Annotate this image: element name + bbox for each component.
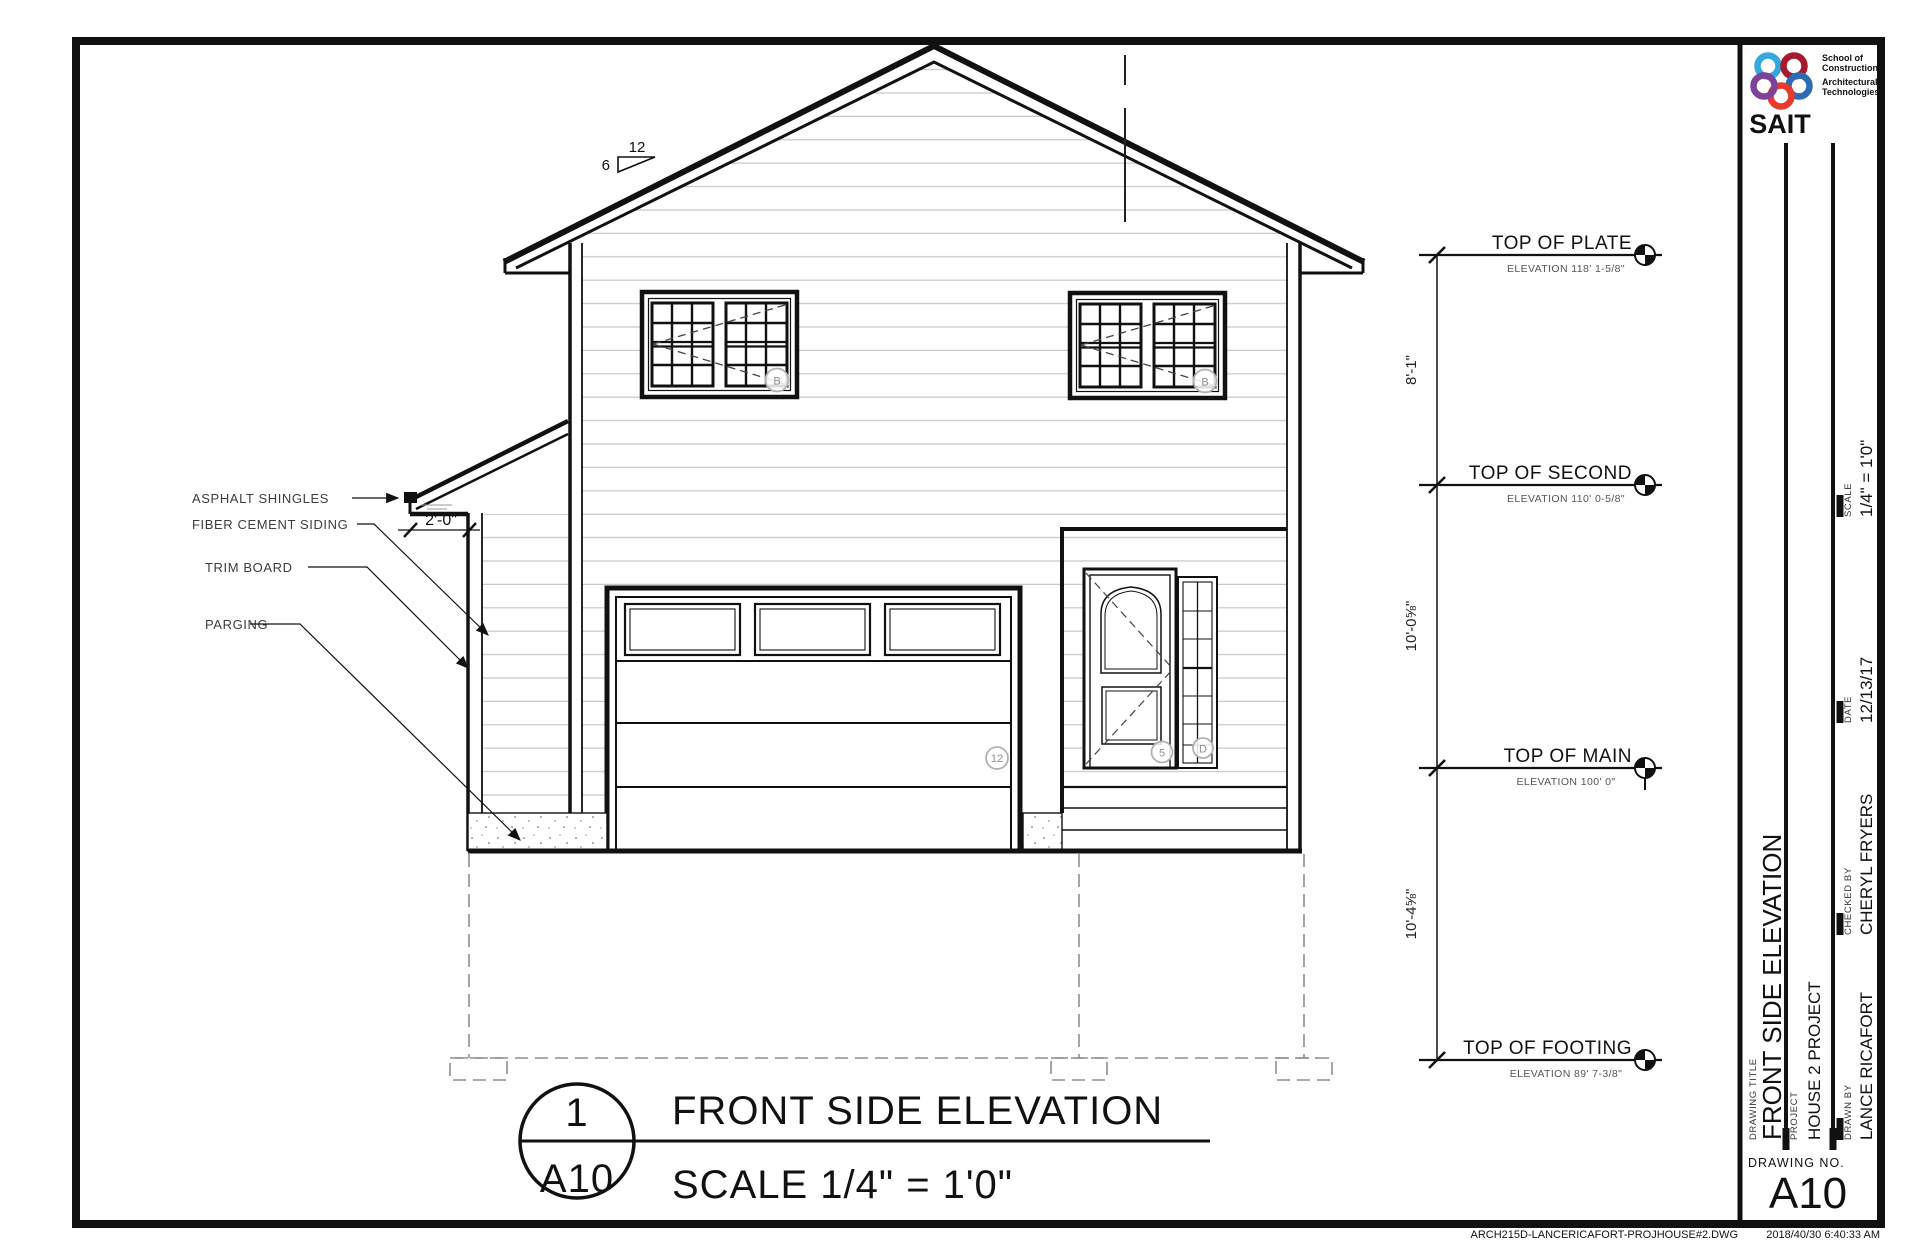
slope-run: 12: [628, 139, 646, 156]
date-value: 12/13/17: [1857, 656, 1876, 723]
slope-rise: 6: [601, 157, 610, 174]
window-right: [1070, 293, 1225, 398]
annotation-trim: TRIM BOARD: [205, 560, 293, 575]
project-value: HOUSE 2 PROJECT: [1805, 981, 1824, 1140]
drawing-no-value: A10: [1768, 1169, 1848, 1218]
material-annotations: [192, 491, 520, 840]
view-sheet: A10: [539, 1157, 615, 1201]
window-left: [642, 292, 797, 397]
drawn-by-value: LANCE RICAFORT: [1857, 992, 1876, 1140]
drawing-title-value: FRONT SIDE ELEVATION: [1757, 833, 1787, 1140]
footer-filename: ARCH215D-LANCERICAFORT-PROJHOUSE#2.DWG: [1470, 1229, 1738, 1241]
elevation-drawing: B 12 5 D 12 6 ASPHALT SHINGLES FIBER CEMENT SIDING TRIM BOARD PARGING 2'-0" TOP OF PLATE ELEVATION 118' 1-5/8" TOP OF SECOND ELEVATION 110' 0-5/8" TOP OF MAIN ELEVATION 100' 0" TOP OF FOOTING ELEVATION 89' 7-3/8" 8'-1" 10'-0⅝" 10'-4⅝" 1 A10 FRONT SIDE ELEVATION SCALE 1/4" = 1'0" SAIT School of Construction Architectural Technologies DRAWING TITLE FRONT SIDE ELEVATION PROJECT HOUSE 2 PROJECT SCALE 1/4" = 1'0" DATE 12/13/17 CHECKED BY CHERYL FRYERS DRAWN BY LANCE RICAFORT DRAWING NO. A10 ARCH215D-LANCERICAFORT-PROJHOUSE#2.DWG 2018/40/30 6:40:33 AM: [0, 0, 1920, 1242]
overhang-dim-text: 2'-0": [425, 512, 457, 529]
drawing-title-label: DRAWING TITLE: [1748, 1058, 1759, 1140]
dim-second-floor: 8'-1": [1403, 355, 1420, 385]
view-name: FRONT SIDE ELEVATION: [672, 1089, 1164, 1133]
footer-timestamp: 2018/40/30 6:40:33 AM: [1766, 1229, 1880, 1241]
view-number: 1: [565, 1091, 589, 1135]
level-elev-footing: ELEVATION 89' 7-3/8": [1509, 1068, 1623, 1080]
project-label: PROJECT: [1789, 1091, 1800, 1140]
foundation-dashed: [450, 854, 1332, 1080]
view-scale: SCALE 1/4" = 1'0": [672, 1163, 1014, 1207]
level-name-plate: TOP OF PLATE: [1491, 233, 1632, 254]
sidelight-tag: D: [1199, 743, 1207, 756]
porch-shed-roof: [410, 421, 568, 514]
level-elev-main: ELEVATION 100' 0": [1516, 776, 1616, 788]
school-line-2: Construction: [1822, 63, 1878, 73]
annotation-parging: PARGING: [205, 617, 269, 632]
dept-line-2: Technologies: [1822, 87, 1880, 97]
garage-door-tag: 12: [990, 753, 1004, 765]
school-line-1: School of: [1822, 53, 1863, 63]
sait-logo-icon: [1754, 56, 1810, 107]
annotation-siding: FIBER CEMENT SIDING: [192, 517, 349, 532]
annotation-shingles: ASPHALT SHINGLES: [192, 491, 329, 506]
entry-door-tag: 5: [1158, 747, 1166, 760]
drawing-no-label: DRAWING NO.: [1748, 1156, 1845, 1170]
sait-wordmark: SAIT: [1749, 109, 1811, 139]
checked-by-label: CHECKED BY: [1843, 867, 1854, 935]
scale-value: 1/4" = 1'0": [1857, 439, 1876, 517]
dim-basement: 10'-4⅝": [1403, 888, 1420, 940]
level-elev-plate: ELEVATION 118' 1-5/8": [1506, 263, 1626, 275]
dim-main-floor: 10'-0⅝": [1403, 600, 1420, 652]
view-title-block: [520, 1084, 1210, 1207]
drawn-by-label: DRAWN BY: [1843, 1084, 1854, 1140]
level-name-main: TOP OF MAIN: [1503, 746, 1632, 767]
level-markers: [1419, 233, 1662, 1080]
level-elev-second: ELEVATION 110' 0-5/8": [1506, 493, 1626, 505]
level-name-footing: TOP OF FOOTING: [1463, 1038, 1632, 1059]
title-block: [1740, 43, 1879, 1222]
date-label: DATE: [1843, 695, 1854, 723]
sidelight: [1178, 577, 1217, 768]
vertical-dimensions: [1403, 247, 1445, 1068]
roof-slope-indicator: [602, 139, 655, 174]
sait-school-text: [1822, 53, 1879, 97]
sheet-footer: [1470, 1229, 1880, 1241]
level-name-second: TOP OF SECOND: [1468, 463, 1632, 484]
dept-line-1: Architectural: [1822, 77, 1878, 87]
entry-door: [1084, 569, 1176, 768]
scale-label: SCALE: [1843, 482, 1854, 517]
checked-by-value: CHERYL FRYERS: [1857, 793, 1876, 935]
